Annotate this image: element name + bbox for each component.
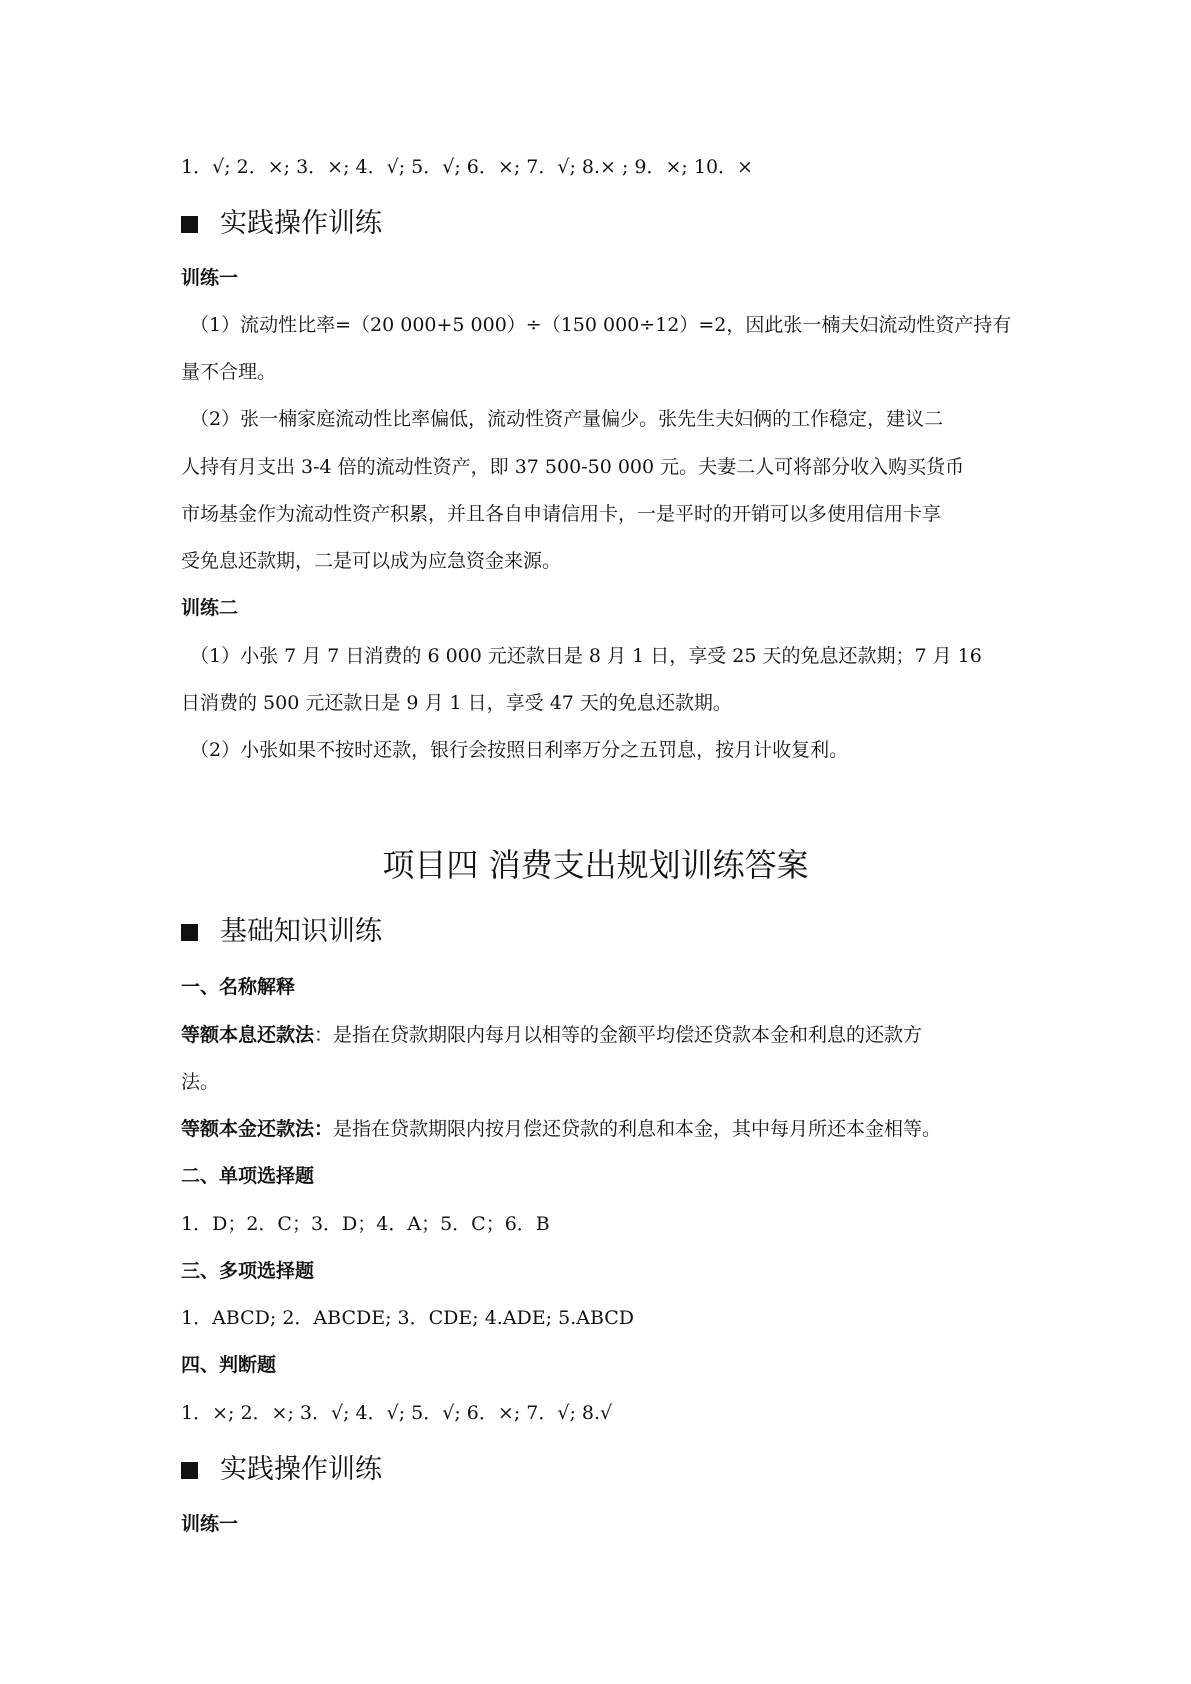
practice-heading-2-text: 实践操作训练 xyxy=(220,1454,382,1485)
paragraph-line: 人持有月支出 3-4 倍的流动性资产，即 37 500-50 000 元。夫妻二人可将部分收入购买货币 xyxy=(181,456,965,478)
term2-line xyxy=(181,1115,1021,1143)
paragraph-line: （2）小张如果不按时还款，银行会按照日利率万分之五罚息，按月计收复利。 xyxy=(190,739,849,761)
paragraph-line: （2）张一楠家庭流动性比率偏低，流动性资产量偏少。张先生夫妇俩的工作稳定，建议二 xyxy=(190,408,944,430)
multi-choice-answers: 1．ABCD; 2．ABCDE; 3．CDE; 4.ADE; 5.ABCD xyxy=(181,1307,635,1329)
section-title-true-false: 四、判断题 xyxy=(181,1354,277,1376)
training1-label-2: 训练一 xyxy=(181,1513,239,1535)
bullet-square-icon xyxy=(181,1462,198,1479)
term1-line xyxy=(181,1021,1021,1049)
practice-heading xyxy=(181,204,382,244)
bullet-square-icon xyxy=(181,216,198,233)
paragraph-line: 量不合理。 xyxy=(181,361,277,383)
term1-name: 等额本息还款法 xyxy=(181,1024,315,1046)
basic-knowledge-heading-text: 基础知识训练 xyxy=(220,916,382,947)
true-false-answers: 1．×; 2．×; 3．√; 4．√; 5．√; 6．×; 7．√; 8.√ xyxy=(181,1402,613,1424)
tf-answers-line: 1．√; 2．×; 3．×; 4．√; 5．√; 6．×; 7．√; 8.× ; 9．×; 10．× xyxy=(181,156,753,178)
single-choice-answers: 1．D；2．C；3．D；4．A；5．C；6．B xyxy=(181,1213,550,1235)
paragraph-line: 法。 xyxy=(181,1071,220,1093)
paragraph-line: 市场基金作为流动性资产积累，并且各自申请信用卡，一是平时的开销可以多使用信用卡享 xyxy=(181,503,942,525)
training2-label: 训练二 xyxy=(181,597,239,619)
project4-title: 项目四 消费支出规划训练答案 xyxy=(382,846,809,884)
paragraph-line: 日消费的 500 元还款日是 9 月 1 日，享受 47 天的免息还款期。 xyxy=(181,692,732,714)
practice-heading-2 xyxy=(181,1450,382,1490)
term1-definition: ：是指在贷款期限内每月以相等的金额平均偿还贷款本金和利息的还款方 xyxy=(314,1024,923,1046)
paragraph-line: （1）流动性比率=（20 000+5 000）÷（150 000÷12）=2，因此张一楠夫妇流动性资产持有 xyxy=(190,314,1012,336)
practice-heading-text: 实践操作训练 xyxy=(220,208,382,239)
term2-name: 等额本金还款法： xyxy=(181,1118,334,1140)
term2-definition: 是指在贷款期限内按月偿还贷款的利息和本金，其中每月所还本金相等。 xyxy=(333,1118,942,1140)
section-title-multi-choice: 三、多项选择题 xyxy=(181,1260,315,1282)
bullet-square-icon xyxy=(181,924,198,941)
basic-knowledge-heading xyxy=(181,912,382,952)
training1-label: 训练一 xyxy=(181,267,239,289)
paragraph-line: 受免息还款期，二是可以成为应急资金来源。 xyxy=(181,550,562,572)
paragraph-line: （1）小张 7 月 7 日消费的 6 000 元还款日是 8 月 1 日，享受 25 天的免息还款期；7 月 16 xyxy=(190,645,982,667)
section-title-single-choice: 二、单项选择题 xyxy=(181,1165,315,1187)
section-title-terms: 一、名称解释 xyxy=(181,976,296,998)
